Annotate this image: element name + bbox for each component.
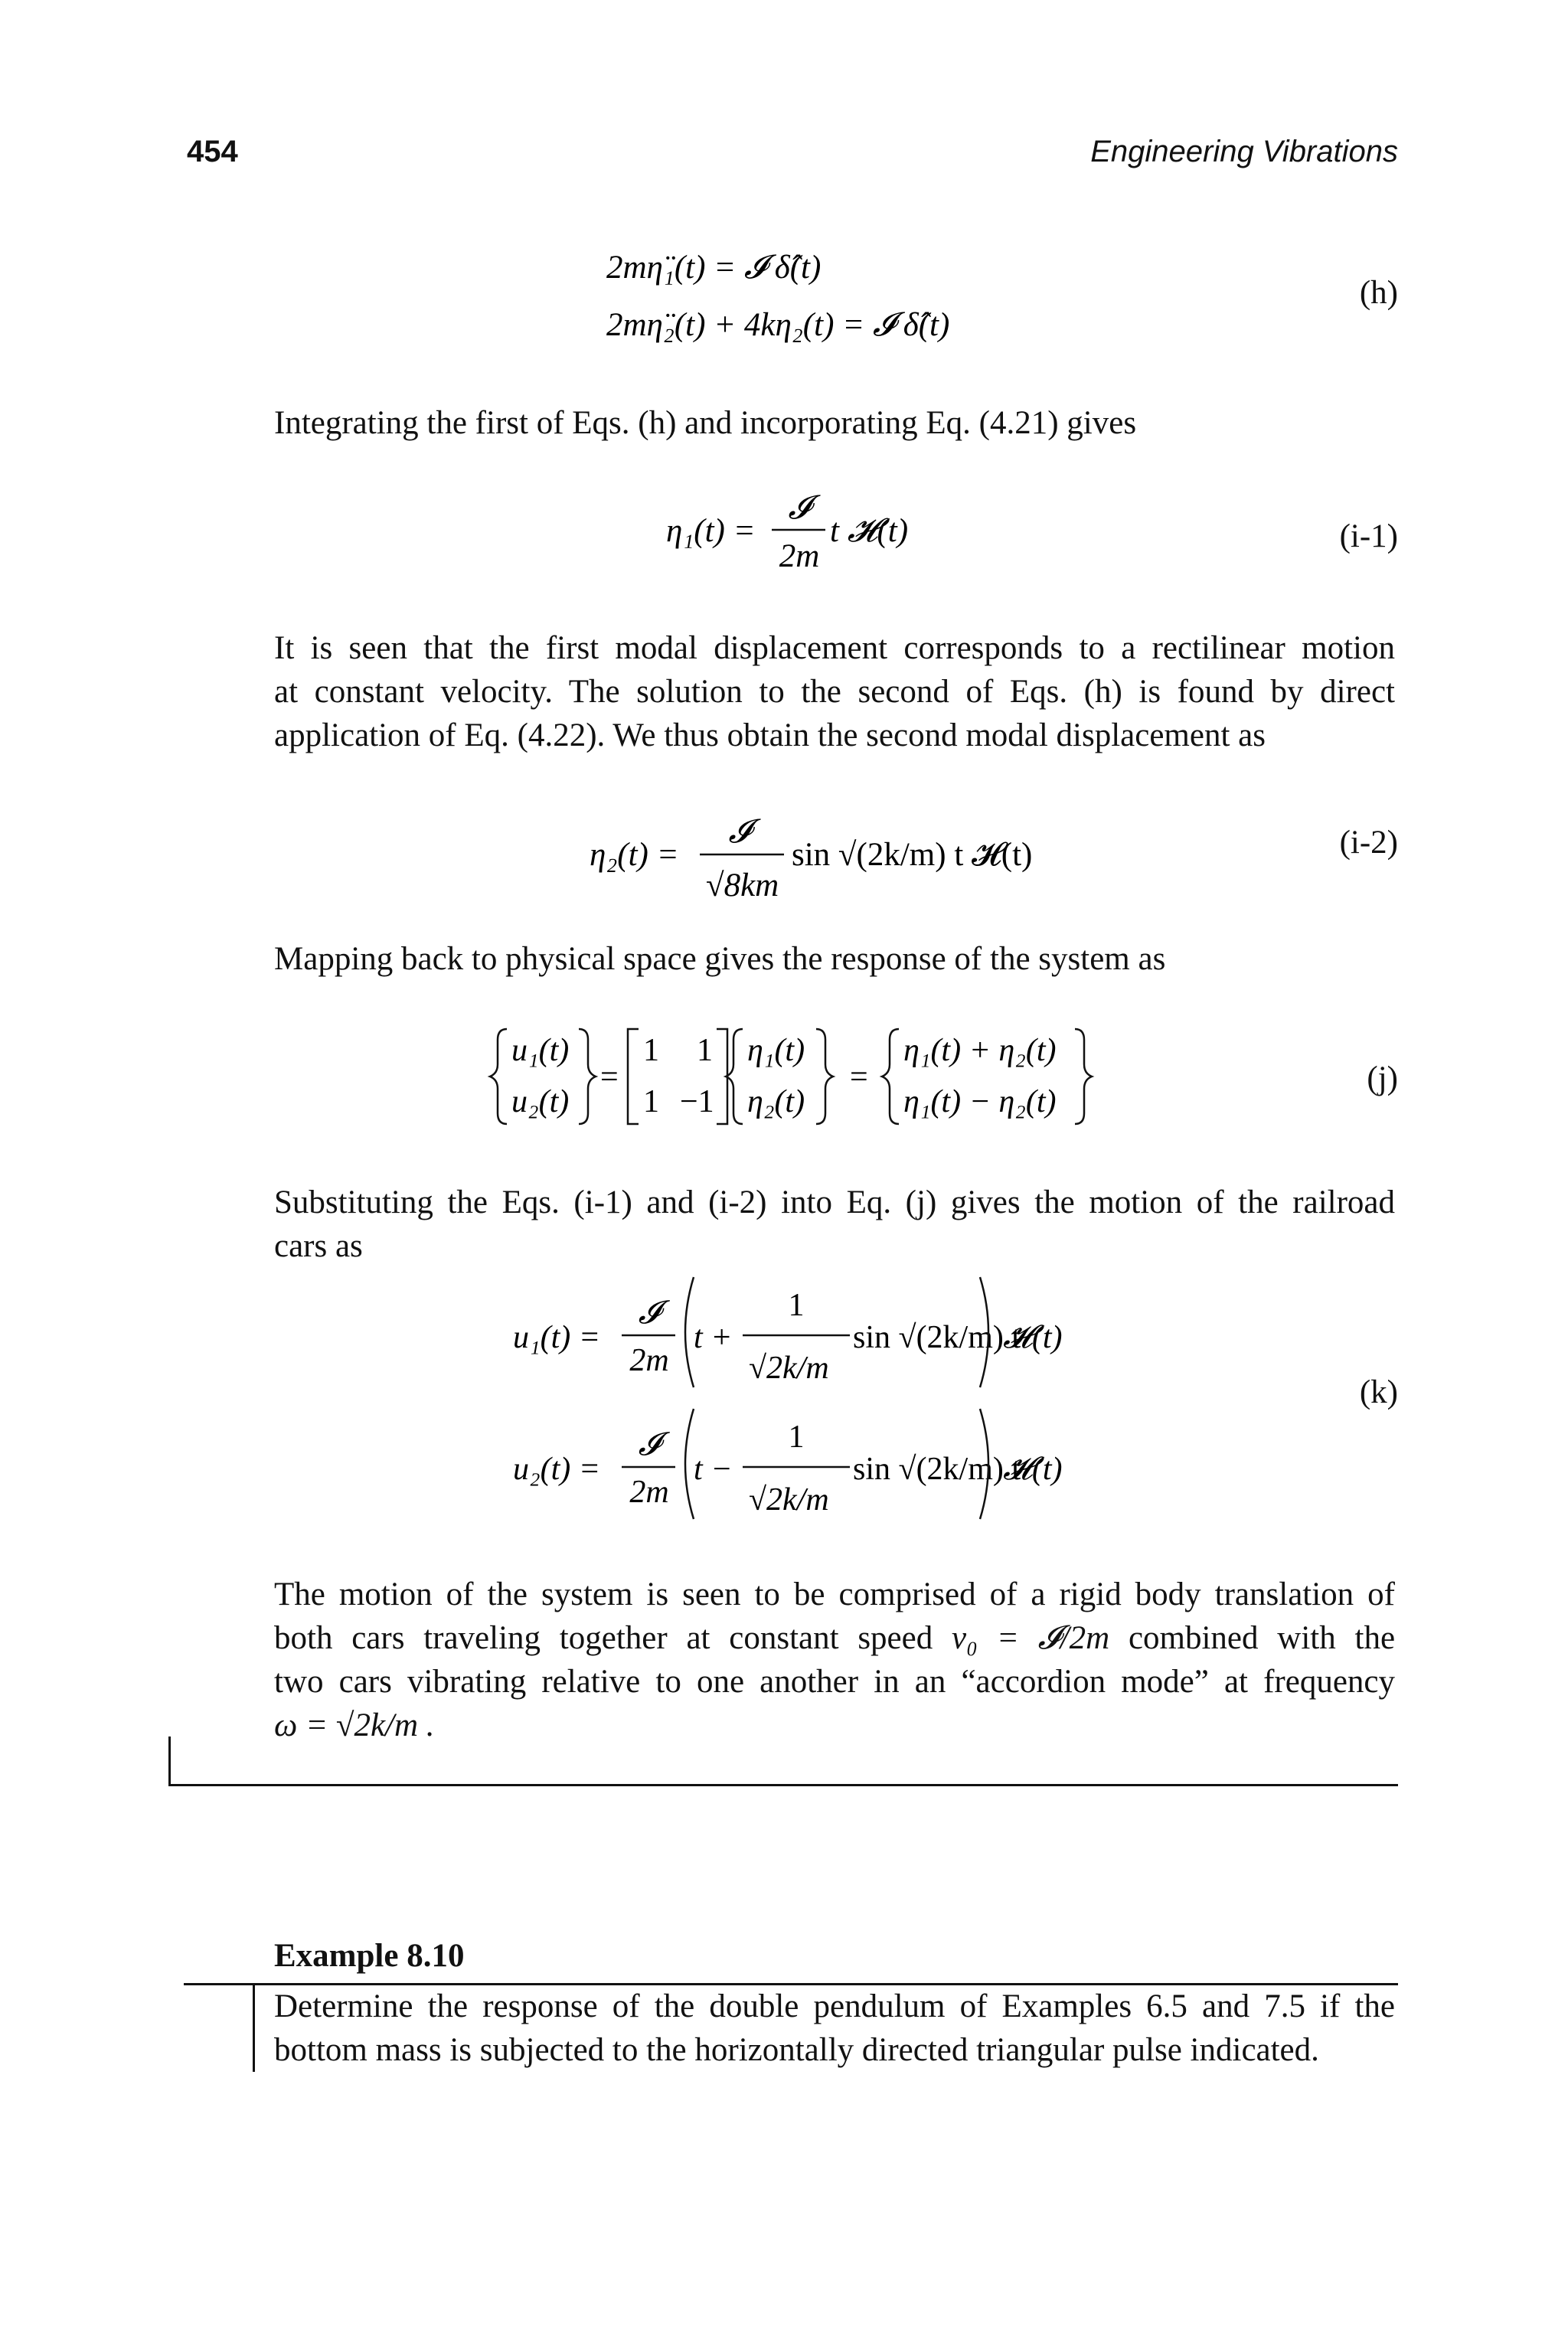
equation-h xyxy=(0,0,1568,383)
equation-j-brace-close-1 xyxy=(579,1029,596,1124)
equation-k-row1-one: 1 xyxy=(788,1288,805,1323)
page-number: 454 xyxy=(187,135,238,168)
equation-j-r1: η₁(t) + η₂(t) xyxy=(903,1033,1057,1068)
equation-j-m21: 1 xyxy=(643,1084,659,1119)
equation-j-eta2: η₂(t) xyxy=(747,1084,805,1119)
paragraph-5 xyxy=(274,1573,1395,1747)
equation-h-line1: 2mη̈₁(t) = 𝓘 δ̂(t) xyxy=(606,250,822,286)
equation-j-u2: u₂(t) xyxy=(511,1084,570,1119)
equation-j-r2: η₁(t) − η₂(t) xyxy=(903,1084,1057,1119)
paragraph-1-line-1: Integrating the first of Eqs. (h) and incorporating Eq. (4.21) gives xyxy=(274,405,1137,441)
paragraph-4-line-1: Substituting the Eqs. (i-1) and (i-2) into Eq. (j) gives the motion of the railroad xyxy=(274,1184,1395,1220)
example-title: Example 8.10 xyxy=(274,1938,465,1974)
equation-i2-rhs: sin √(2k/m) t 𝓗(t) xyxy=(792,837,1033,873)
equation-i1-denominator: 2m xyxy=(779,538,820,574)
paragraph-2-line-3: application of Eq. (4.22). We thus obtain the second modal displacement as xyxy=(274,717,1266,753)
equation-i1-tag: (i-1) xyxy=(1339,518,1398,554)
equation-h-svg xyxy=(0,0,1568,383)
equation-k-row2-t: t − xyxy=(694,1452,733,1487)
equation-k-tag: (k) xyxy=(1359,1374,1398,1410)
paragraph-5-line-2a: both cars traveling together at constant speed xyxy=(274,1620,933,1656)
equation-j xyxy=(0,1018,1568,1141)
equation-k-row2-paren-open xyxy=(685,1409,694,1519)
equation-j-m12: 1 xyxy=(697,1033,713,1068)
equation-j-eta1: η₁(t) xyxy=(747,1033,805,1068)
equation-k-u2: u₂(t) = xyxy=(513,1452,601,1487)
paragraph-3 xyxy=(274,937,1395,981)
equation-k-row2-one: 1 xyxy=(788,1420,805,1455)
equation-k-row2-sin: sin √(2k/m) t xyxy=(853,1452,1021,1487)
equation-i2 xyxy=(0,789,1568,919)
equation-i1 xyxy=(0,475,1568,590)
paragraph-5-line-2 xyxy=(274,1616,1395,1660)
equation-j-tag: (j) xyxy=(1367,1060,1398,1096)
equation-j-brace-open-3 xyxy=(882,1029,899,1124)
paragraph-1 xyxy=(274,401,1395,445)
equation-i2-tag: (i-2) xyxy=(1339,825,1398,861)
paragraph-2-line-2: at constant velocity. The solution to the second of Eqs. (h) is found by direct xyxy=(274,674,1395,710)
paragraph-5-line-3: two cars vibrating relative to one another in an “accordion mode” at frequency xyxy=(274,1664,1395,1700)
equation-j-bracket-open xyxy=(628,1029,639,1124)
equation-k-row1-den: 2m xyxy=(629,1343,669,1378)
paragraph-2 xyxy=(274,626,1395,757)
example-end-vertical-rule xyxy=(168,1736,171,1785)
equation-k xyxy=(0,1271,1568,1531)
equation-j-m11: 1 xyxy=(643,1033,659,1068)
paragraph-5-line-1: The motion of the system is seen to be comprised of a rigid body translation of xyxy=(274,1576,1395,1612)
paragraph-2-line-1: It is seen that the first modal displacement corresponds to a rectilinear motion xyxy=(274,630,1395,666)
equation-i1-numerator: 𝓘 xyxy=(788,490,811,526)
equation-i2-denominator: √8km xyxy=(706,867,779,903)
example-left-rule xyxy=(253,1983,255,2072)
equation-i1-svg xyxy=(0,475,1568,590)
equation-k-row2-heaviside: 𝓗(t) xyxy=(1003,1452,1063,1487)
paragraph-3-line-1: Mapping back to physical space gives the response of the system as xyxy=(274,941,1166,977)
equation-i2-numerator: 𝓘 xyxy=(728,814,751,850)
equation-k-row1-num: 𝓘 xyxy=(638,1295,661,1331)
equation-i2-svg xyxy=(0,789,1568,919)
running-title: Engineering Vibrations xyxy=(1090,135,1398,168)
paragraph-4-line-2: cars as xyxy=(274,1228,363,1264)
equation-k-u1: u₁(t) = xyxy=(513,1320,601,1355)
paragraph-4 xyxy=(274,1181,1395,1268)
equation-j-equals-1: = xyxy=(600,1060,619,1095)
example-end-horizontal-rule xyxy=(168,1784,1398,1786)
paragraph-5-line-2c: combined with the xyxy=(1128,1620,1396,1656)
equation-j-u1: u₁(t) xyxy=(511,1033,570,1068)
equation-k-row1-sin: sin √(2k/m) t xyxy=(853,1320,1021,1355)
example-body xyxy=(274,1985,1395,2072)
paragraph-5-line-4 xyxy=(274,1704,1395,1747)
equation-j-m22: −1 xyxy=(680,1084,714,1119)
equation-h-tag: (h) xyxy=(1359,275,1398,311)
equation-j-brace-open-1 xyxy=(490,1029,507,1124)
equation-j-brace-open-2 xyxy=(726,1029,743,1124)
equation-k-row1-t: t + xyxy=(694,1320,733,1355)
equation-k-row2-den: 2m xyxy=(629,1475,669,1510)
equation-k-row1-sqrt: √2k/m xyxy=(749,1351,829,1386)
equation-k-row1-heaviside: 𝓗(t) xyxy=(1003,1320,1063,1355)
equation-i1-rhs: t 𝓗(t) xyxy=(830,513,909,549)
equation-j-svg xyxy=(0,1018,1568,1141)
equation-k-svg xyxy=(0,1271,1568,1531)
equation-i2-lhs: η₂(t) = xyxy=(590,837,679,873)
equation-j-brace-close-3 xyxy=(1075,1029,1092,1124)
example-line-2: bottom mass is subjected to the horizontally directed triangular pulse indicated. xyxy=(274,2032,1319,2068)
equation-j-brace-close-2 xyxy=(816,1029,833,1124)
equation-i1-lhs: η₁(t) = xyxy=(666,513,756,549)
equation-j-equals-2: = xyxy=(850,1060,868,1095)
speed-formula: v₀ = 𝓘/2m xyxy=(952,1620,1110,1656)
equation-k-row2-sqrt: √2k/m xyxy=(749,1482,829,1518)
equation-k-row1-paren-open xyxy=(685,1277,694,1387)
equation-h-line2: 2mη̈₂(t) + 4kη₂(t) = 𝓘 δ̂(t) xyxy=(606,307,950,343)
equation-k-row2-num: 𝓘 xyxy=(638,1427,661,1462)
example-line-1: Determine the response of the double pendulum of Examples 6.5 and 7.5 if the xyxy=(274,1988,1395,2024)
frequency-formula: ω = √2k/m . xyxy=(274,1707,435,1743)
